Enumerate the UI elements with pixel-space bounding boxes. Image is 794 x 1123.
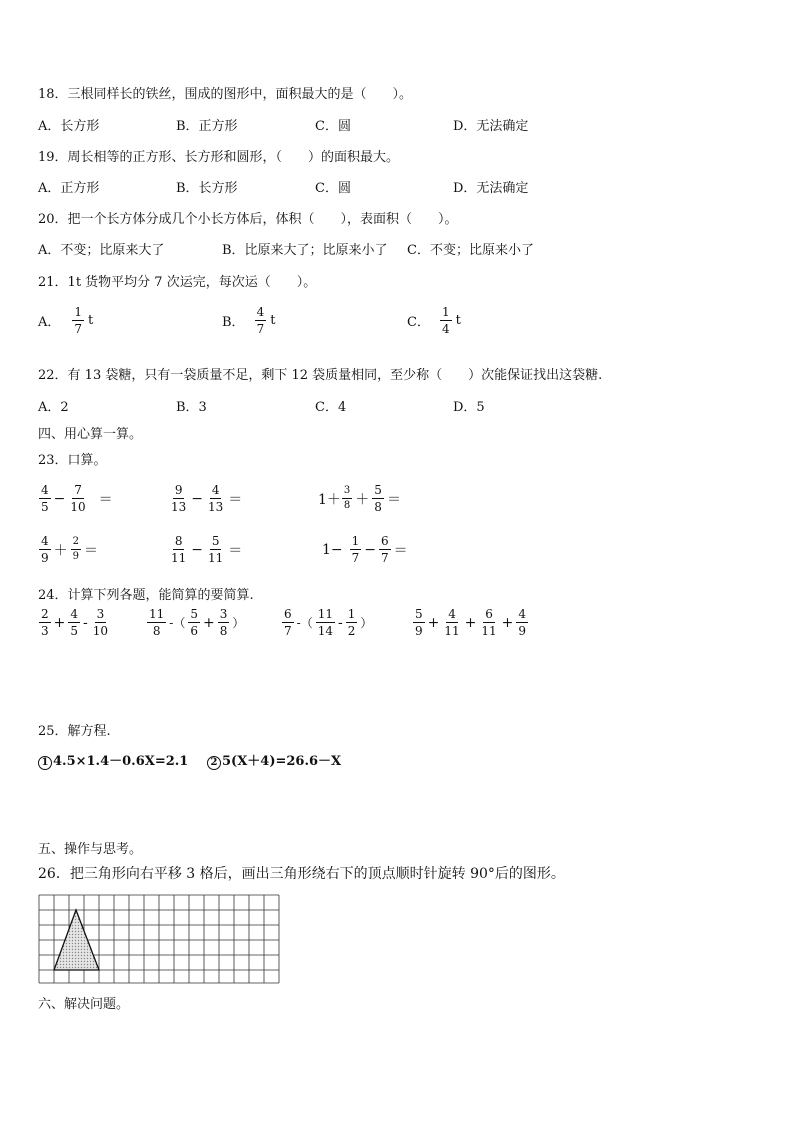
q22-option-b: B．3	[176, 400, 207, 415]
closing-paren: ）	[360, 616, 373, 630]
numerator: 3	[219, 607, 228, 621]
numerator: 2	[71, 537, 81, 550]
numerator: 3	[96, 607, 105, 621]
numerator: 7	[74, 483, 82, 497]
fraction	[39, 484, 51, 513]
q25-stem: 25．解方程.	[38, 724, 111, 739]
q23-expression-1	[38, 484, 115, 513]
denominator: 11	[208, 551, 224, 565]
fraction	[440, 306, 452, 335]
fraction	[72, 306, 84, 335]
equals-sign: ＝	[84, 542, 99, 559]
fraction	[413, 608, 425, 637]
q23-expression-4	[38, 535, 100, 564]
operator: +	[464, 614, 477, 631]
fraction	[206, 484, 225, 513]
equation-text: 4.5×1.4－0.6X=2.1	[53, 754, 189, 769]
numerator: 6	[381, 534, 389, 548]
numerator: 4	[41, 534, 49, 548]
denominator: 7	[256, 322, 265, 336]
denominator: 11	[481, 624, 497, 638]
q21-option-b	[222, 306, 275, 335]
q26-stem: 26．把三角形向右平移 3 格后，画出三角形绕右下的顶点顺时针旋转 90°后的图形。	[38, 866, 565, 882]
numerator: 5	[415, 607, 423, 621]
fraction	[442, 608, 461, 637]
q23-expression-5	[168, 535, 244, 564]
operator: ＋	[355, 491, 370, 508]
equals-sign: ＝	[228, 491, 243, 508]
circled-number-1: 1	[38, 756, 52, 770]
denominator: 5	[41, 500, 49, 514]
fraction	[68, 484, 87, 513]
unit: t	[455, 313, 461, 328]
fraction	[39, 535, 51, 564]
operator: +	[53, 614, 66, 631]
fraction	[169, 484, 188, 513]
numerator: 2	[41, 607, 49, 621]
q22-option-c: C．4	[315, 400, 347, 415]
operator: +	[427, 614, 440, 631]
q20-option-b: B．比原来大了；比原来小了	[222, 243, 388, 258]
operator: ＋	[53, 542, 68, 559]
operator: -（	[296, 616, 313, 630]
closing-paren: ）	[232, 616, 245, 630]
section-4-heading: 四、用心算一算。	[38, 427, 143, 442]
denominator: 9	[72, 551, 80, 562]
unit: t	[270, 313, 276, 328]
fraction	[316, 608, 335, 637]
denominator: 9	[415, 624, 423, 638]
denominator: 9	[518, 624, 527, 638]
q25-equation-2	[207, 750, 341, 770]
q21-option-b-label: B．	[222, 315, 245, 330]
fraction	[516, 608, 528, 637]
q20-option-c: C．不变；比原来小了	[407, 243, 534, 258]
section-6-heading: 六、解决问题。	[38, 997, 130, 1012]
operator: +	[501, 614, 514, 631]
q23-expression-3	[318, 484, 403, 513]
q21-option-a-label: A．	[38, 315, 61, 330]
denominator: 6	[190, 624, 198, 638]
equals-sign: ＝	[98, 491, 113, 508]
q22-stem: 22．有 13 袋糖，只有一袋质量不足，剩下 12 袋质量相同，至少称（ ）次能保证找出这袋糖.	[38, 368, 603, 383]
fraction	[372, 484, 384, 513]
q23-expression-2	[168, 484, 244, 513]
q19-option-d: D．无法确定	[453, 181, 529, 196]
q22-option-d: D．5	[453, 400, 485, 415]
numerator: 1	[351, 534, 360, 548]
q18-option-c: C．圆	[315, 119, 351, 134]
operator: -	[337, 614, 343, 631]
fraction	[71, 537, 81, 562]
denominator: 8	[374, 500, 382, 514]
q18-option-b: B．正方形	[176, 119, 238, 134]
equals-sign: ＝	[393, 542, 408, 559]
numerator: 8	[174, 534, 183, 548]
denominator: 14	[317, 624, 333, 638]
numerator: 1	[347, 607, 356, 621]
fraction	[147, 608, 166, 637]
q23-expression-6	[322, 535, 410, 564]
denominator: 5	[70, 624, 79, 638]
equals-sign: ＝	[228, 542, 243, 559]
numerator: 5	[374, 483, 382, 497]
q18-option-d: D．无法确定	[453, 119, 529, 134]
fraction	[350, 535, 362, 564]
denominator: 8	[152, 624, 161, 638]
numerator: 9	[174, 483, 183, 497]
numerator: 4	[518, 607, 527, 621]
fraction	[346, 608, 358, 637]
q18-option-a: A．长方形	[38, 119, 100, 134]
q24-expression-3	[281, 608, 374, 637]
fraction	[342, 486, 352, 511]
fraction	[206, 535, 225, 564]
fraction	[169, 535, 188, 564]
unit: t	[88, 313, 94, 328]
denominator: 7	[74, 322, 83, 336]
denominator: 7	[351, 551, 360, 565]
numerator: 11	[317, 607, 333, 621]
fraction	[218, 608, 230, 637]
operator: −	[191, 490, 204, 507]
denominator: 9	[41, 551, 49, 565]
operator: +	[202, 614, 215, 631]
q19-option-c: C．圆	[315, 181, 351, 196]
equals-sign: ＝	[386, 491, 401, 508]
denominator: 11	[444, 624, 460, 638]
denominator: 8	[219, 624, 228, 638]
equation-text: 5(X＋4)=26.6－X	[222, 754, 342, 769]
q21-stem: 21．1t 货物平均分 7 次运完，每次运（ ）。	[38, 275, 317, 290]
fraction	[379, 535, 391, 564]
fraction	[91, 608, 110, 637]
q24-expression-1	[38, 608, 111, 637]
q24-stem: 24．计算下列各题，能简算的要简算.	[38, 588, 254, 603]
numerator: 5	[190, 607, 198, 621]
numerator: 4	[70, 607, 79, 621]
q19-option-a: A．正方形	[38, 181, 100, 196]
square-grid	[38, 894, 280, 984]
q23-stem: 23．口算。	[38, 453, 107, 468]
numerator: 4	[448, 607, 456, 621]
q18-stem: 18．三根同样长的铁丝，围成的图形中，面积最大的是（ ）。	[38, 87, 413, 102]
numerator: 6	[284, 607, 292, 621]
denominator: 4	[441, 322, 450, 336]
q24-expression-4	[412, 608, 529, 637]
q21-option-a	[38, 306, 93, 335]
q19-option-b: B．长方形	[176, 181, 238, 196]
q21-option-c-label: C．	[407, 315, 430, 330]
operator: -	[83, 614, 88, 631]
denominator: 7	[381, 551, 389, 565]
leading-term: 1−	[322, 541, 343, 558]
fraction	[39, 608, 51, 637]
denominator: 10	[92, 624, 109, 638]
denominator: 10	[70, 500, 86, 514]
operator: −	[53, 490, 66, 507]
denominator: 13	[171, 500, 187, 514]
operator: -（	[169, 616, 186, 630]
numerator: 1	[74, 305, 83, 319]
fraction	[479, 608, 498, 637]
numerator: 1	[441, 305, 450, 319]
fraction	[188, 608, 200, 637]
denominator: 8	[343, 500, 351, 511]
numerator: 4	[41, 483, 49, 497]
denominator: 7	[284, 624, 292, 638]
operator: −	[191, 541, 204, 558]
numerator: 5	[211, 534, 220, 548]
q20-stem: 20．把一个长方体分成几个小长方体后，体积（ ），表面积（ ）。	[38, 212, 458, 227]
fraction	[68, 608, 80, 637]
operator: −	[364, 541, 377, 558]
circled-number-2: 2	[207, 756, 221, 770]
numerator: 6	[485, 607, 493, 621]
numerator: 3	[342, 486, 352, 499]
q19-stem: 19．周长相等的正方形、长方形和圆形，（ ）的面积最大。	[38, 150, 400, 165]
q20-option-a: A．不变；比原来大了	[38, 243, 165, 258]
denominator: 11	[171, 551, 187, 565]
fraction	[282, 608, 294, 637]
denominator: 2	[347, 624, 356, 638]
q25-equation-1	[38, 750, 188, 770]
numerator: 11	[149, 607, 165, 621]
q22-option-a: A．2	[38, 400, 69, 415]
q21-option-c	[407, 306, 461, 335]
numerator: 4	[211, 483, 220, 497]
numerator: 4	[256, 305, 265, 319]
leading-term: 1＋	[318, 491, 341, 508]
fraction	[255, 306, 267, 335]
denominator: 13	[208, 500, 224, 514]
section-5-heading: 五、操作与思考。	[38, 842, 143, 857]
denominator: 3	[41, 624, 49, 638]
q24-expression-2	[146, 608, 246, 637]
